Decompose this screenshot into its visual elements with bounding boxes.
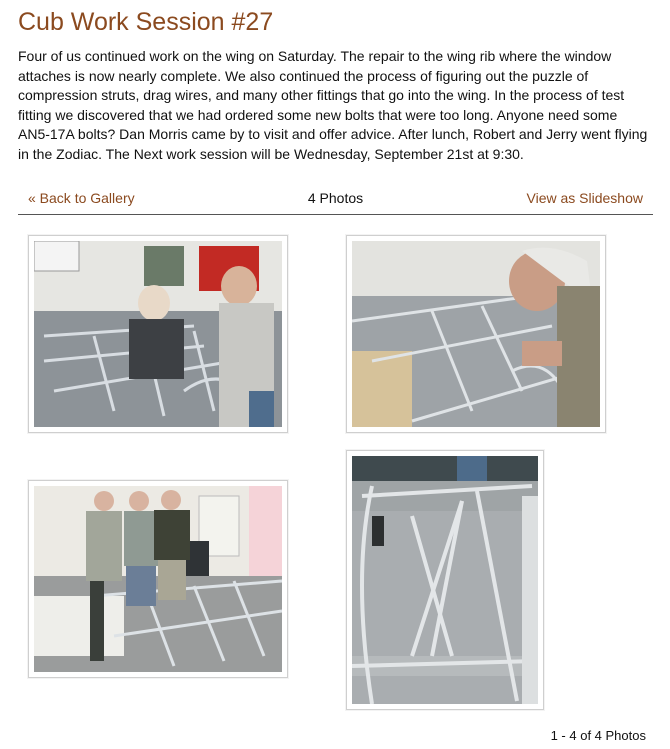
page-description: Four of us continued work on the wing on Saturday. The repair to the wing rib where the window attaches is now nearly complete. We also continued the process of figuring out the puzzle of compression struts, drag wires, and many other fittings that go into the wing. In the process of test fitting we discovered that we had ordered some new bolts that were too long. Anyone need some AN5-17A bolts? Dan Morris came by to visit and offer advice. After lunch, Robert and Jerry went flying in the Zodiac. The Next work session will be Wednesday, September 21st at 9:30. [18,48,648,162]
photo-thumbnail-1[interactable] [28,235,288,433]
back-to-gallery-link[interactable]: « Back to Gallery [28,190,135,206]
photo-image [34,241,282,427]
photo-count: 4 Photos [307,190,364,206]
photo-image [34,486,282,672]
photo-thumbnail-3[interactable] [28,480,288,678]
photo-image [352,241,600,427]
photo-thumbnail-4[interactable] [346,450,544,710]
photo-thumbnail-2[interactable] [346,235,606,433]
view-slideshow-link[interactable]: View as Slideshow [526,190,643,206]
page-title: Cub Work Session #27 [18,8,274,36]
photo-image [352,456,538,704]
pagination-status: 1 - 4 of 4 Photos [550,728,646,743]
gallery-nav-bar [18,188,653,215]
